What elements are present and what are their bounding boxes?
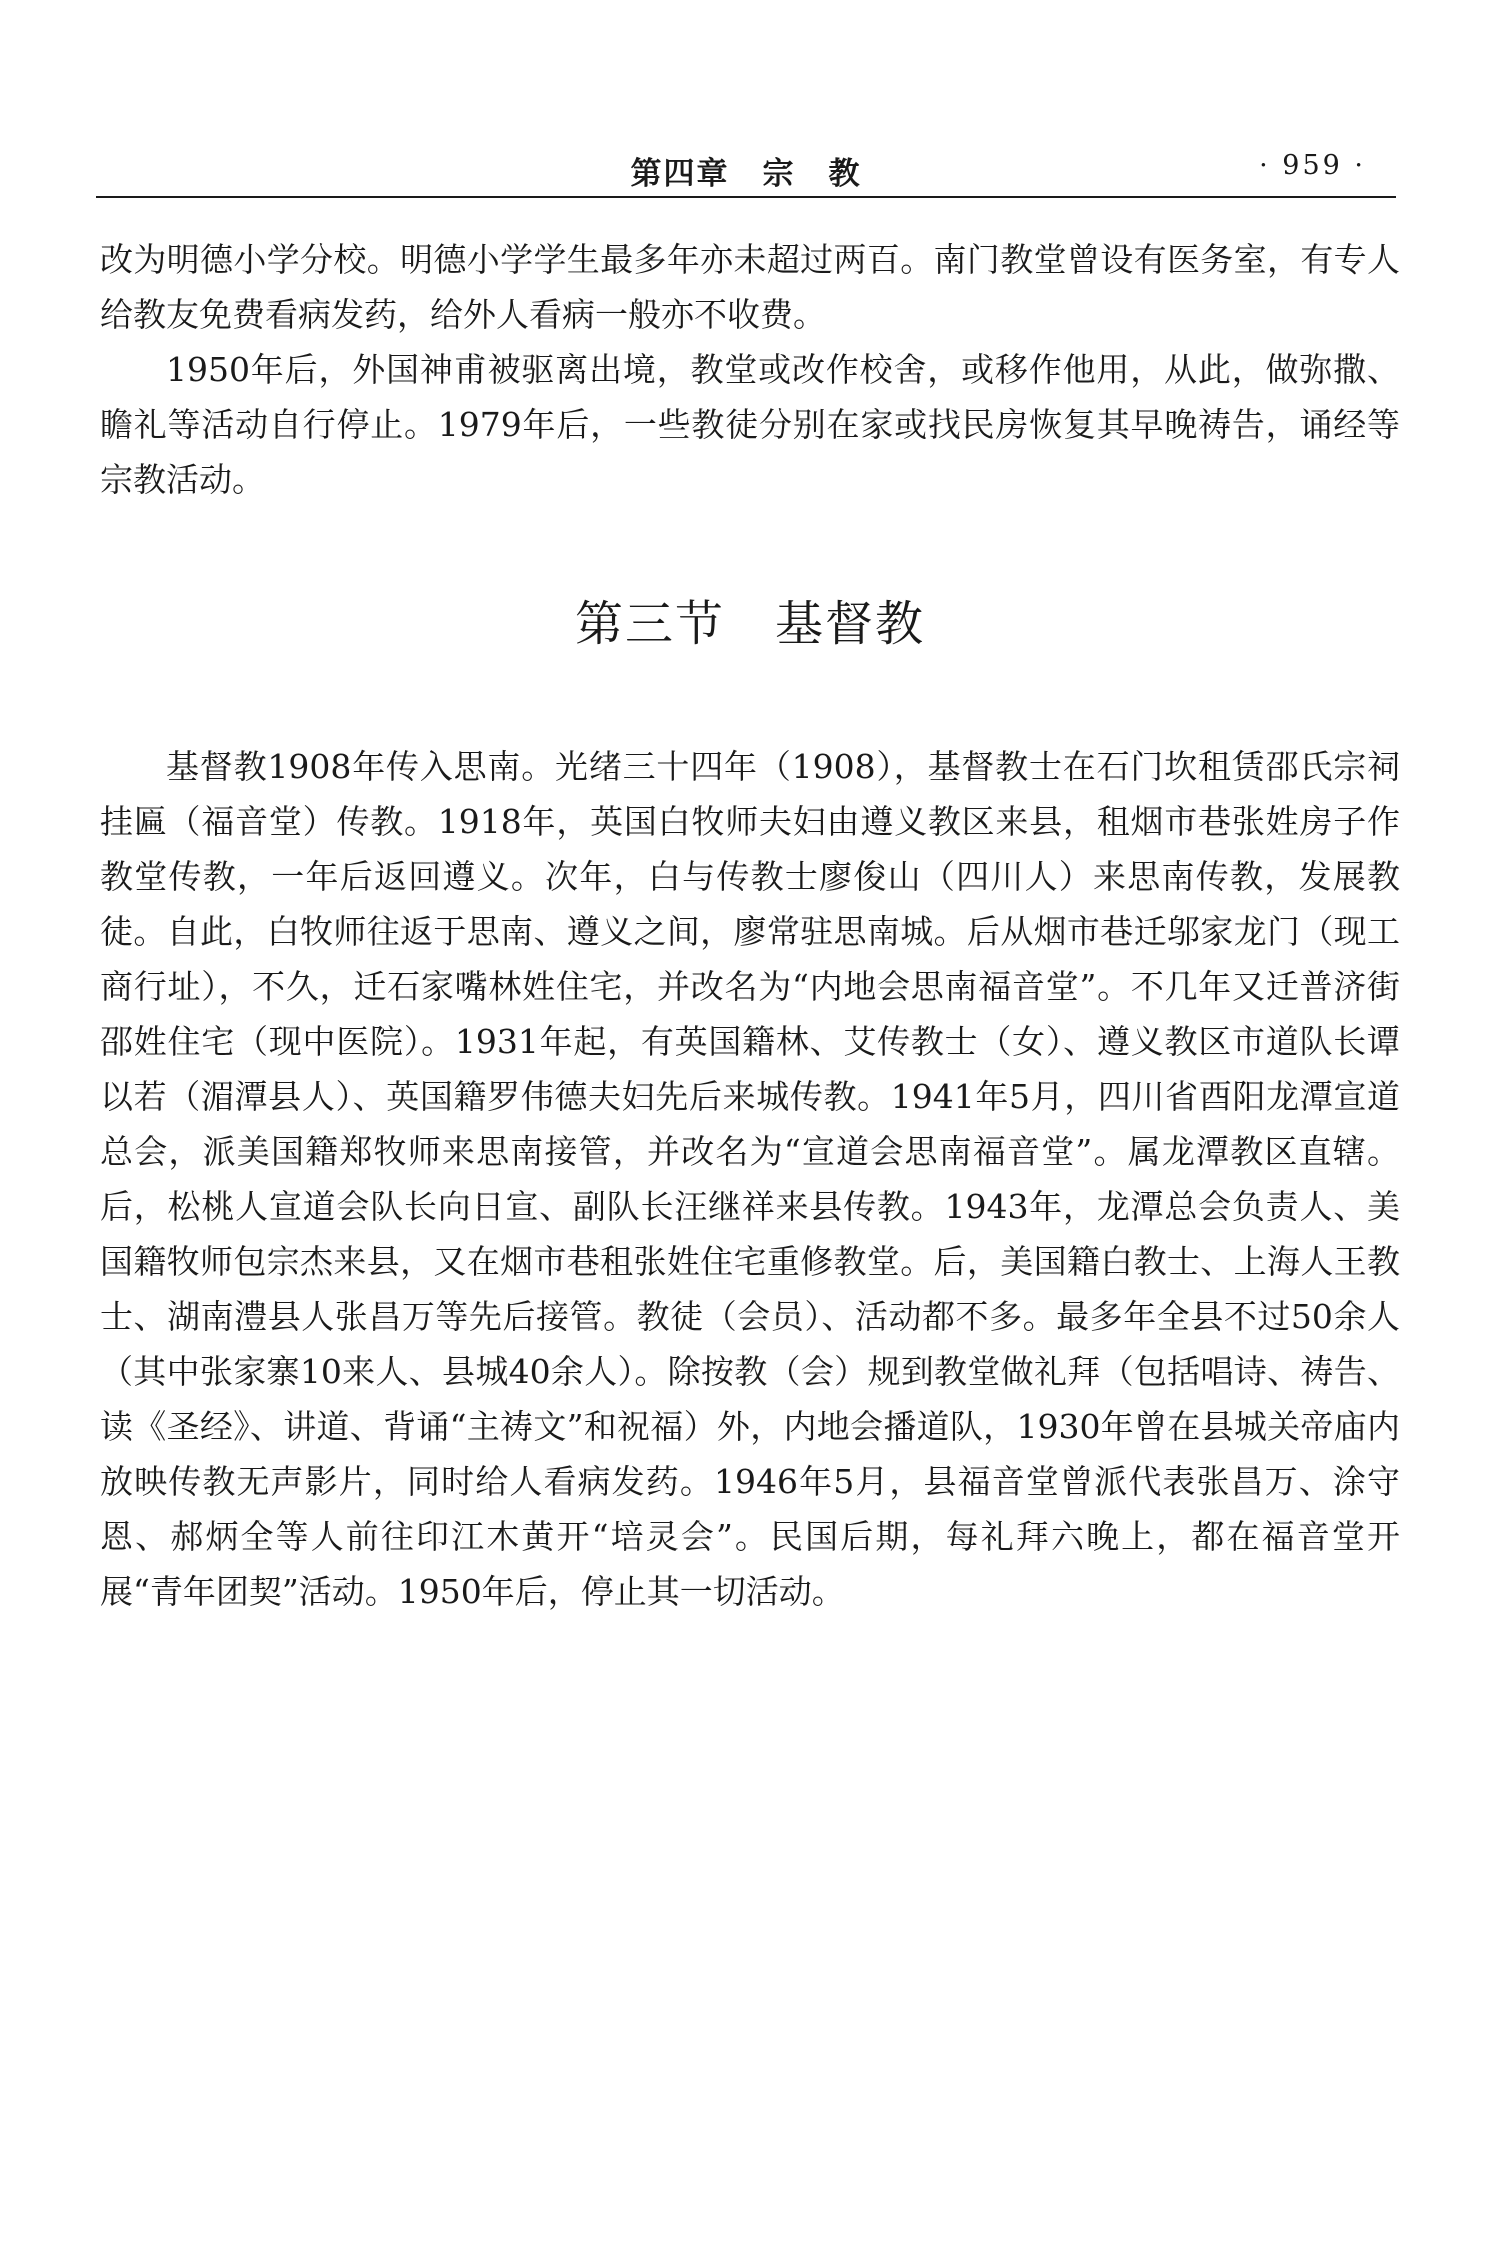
running-header <box>96 140 1396 190</box>
chapter-title: 第四章 宗 教 <box>630 156 862 192</box>
paragraph: 1950年后，外国神甫被驱离出境，教堂或改作校舍，或移作他用，从此，做弥撒、瞻礼等活动自行停止。1979年后，一些教徒分别在家或找民房恢复其早晚祷告，诵经等宗教活动。 <box>100 350 1400 499</box>
header-rule <box>96 196 1396 198</box>
page-body <box>100 232 1400 1619</box>
paragraph-continued: 改为明德小学分校。明德小学学生最多年亦未超过两百。南门教堂曾设有医务室，有专人给教友免费看病发药，给外人看病一般亦不收费。 <box>100 240 1400 334</box>
section-paragraph: 基督教1908年传入思南。光绪三十四年（1908），基督教士在石门坎租赁邵氏宗祠挂匾（福音堂）传教。1918年，英国白牧师夫妇由遵义教区来县，租烟市巷张姓房子作教堂传教，一年后返回遵义。次年，白与传教士廖俊山（四川人）来思南传教，发展教徒。自此，白牧师往返于思南、遵义之间，廖常驻思南城。后从烟市巷迁邬家龙门（现工商行址），不久，迁石家嘴林姓住宅，并改名为“内地会思南福音堂”。不几年又迁普济街邵姓住宅（现中医院）。1931年起，有英国籍林、艾传教士（女）、遵义教区市道队长谭以若（湄潭县人）、英国籍罗伟德夫妇先后来城传教。1941年5月，四川省酉阳龙潭宣道总会，派美国籍郑牧师来思南接管，并改名为“宣道会思南福音堂”。属龙潭教区直辖。后，松桃人宣道会队长向日宣、副队长汪继祥来县传教。1943年，龙潭总会负责人、美国籍牧师包宗杰来县，又在烟市巷租张姓住宅重修教堂。后，美国籍白教士、上海人王教士、湖南澧县人张昌万等先后接管。教徒（会员）、活动都不多。最多年全县不过50余人（其中张家寨10来人、县城40余人）。除按教（会）规到教堂做礼拜（包括唱诗、祷告、读《圣经》、讲道、背诵“主祷文”和祝福）外，内地会播道队，1930年曾在县城关帝庙内放映传教无声影片，同时给人看病发药。1946年5月，县福音堂曾派代表张昌万、涂守恩、郝炳全等人前往印江木黄开“培灵会”。民国后期，每礼拜六晚上，都在福音堂开展“青年团契”活动。1950年后，停止其一切活动。 <box>100 747 1400 1611</box>
page-number: · 959 · <box>1259 150 1366 181</box>
section-heading: 第三节 基督教 <box>574 596 925 652</box>
